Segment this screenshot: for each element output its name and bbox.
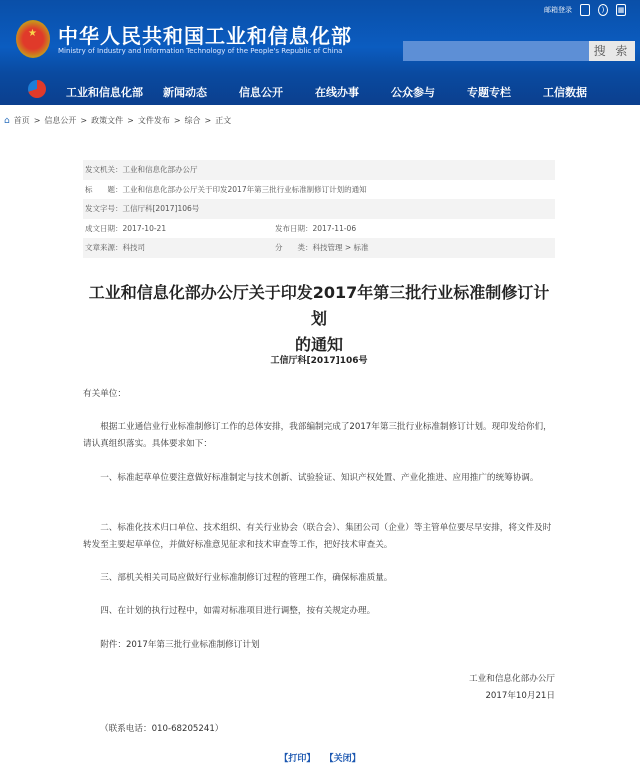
mobile-icon[interactable]	[580, 4, 590, 16]
meta-doc-number: 发文字号：工信厅科[2017]106号	[83, 199, 555, 219]
meta-category: 分 类：科技管理 > 标准	[275, 243, 369, 253]
nav-item-online-service[interactable]: 在线办事	[315, 86, 359, 99]
breadcrumb-current: 正文	[215, 116, 232, 125]
breadcrumb-policy[interactable]: 政策文件	[91, 116, 124, 125]
close-button[interactable]: 【关闭】	[324, 754, 361, 764]
nav-item-public-participation[interactable]: 公众参与	[391, 86, 435, 99]
signature-date: 2017年10月21日	[485, 691, 555, 701]
paragraph: 四、在计划的执行过程中，如需对标准项目进行调整，按有关规定办理。	[100, 606, 376, 616]
separator: >	[127, 116, 134, 125]
separator: >	[33, 116, 41, 125]
paragraph: 三、部机关相关司局应做好行业标准制修订过程的管理工作，确保标准质量。	[100, 573, 393, 583]
site-subtitle: Ministry of Industry and Information Technology of the People's Republic of China	[58, 47, 343, 55]
grid-icon[interactable]: ▦	[617, 6, 625, 14]
nav-item-topics[interactable]: 专题专栏	[467, 86, 511, 99]
meta-title: 标 题：工业和信息化部办公厅关于印发2017年第三批行业标准制修订计划的通知	[85, 184, 367, 194]
breadcrumb-general[interactable]: 综合	[184, 116, 201, 125]
signature: 工业和信息化部办公厅	[469, 674, 555, 684]
search-button[interactable]: 搜 索	[589, 41, 635, 61]
site-header	[0, 0, 640, 105]
separator: >	[80, 116, 88, 125]
search-input[interactable]	[403, 41, 589, 61]
print-button[interactable]: 【打印】	[279, 754, 316, 764]
nav-item-info-public[interactable]: 信息公开	[239, 86, 283, 99]
salutation: 有关单位：	[83, 389, 126, 399]
breadcrumb-info-public[interactable]: 信息公开	[44, 116, 77, 125]
nav-logo-icon[interactable]	[28, 80, 46, 98]
nav-item-news[interactable]: 新闻动态	[163, 86, 207, 99]
rss-icon[interactable]: )	[598, 4, 608, 16]
title-line-2: 的通知	[294, 335, 343, 354]
title-line-1: 工业和信息化部办公厅关于印发2017年第三批行业标准制修订计划	[88, 283, 550, 328]
paragraph: 一、标准起草单位要注意做好标准制定与技术创新、试验验证、知识产权处置、产业化推进、应用推广的统筹协调。	[100, 473, 539, 483]
actions	[0, 751, 640, 764]
meta-source-category	[83, 238, 555, 258]
separator: >	[173, 116, 181, 125]
paragraph: 根据工业通信业行业标准制修订工作的总体安排，我部编制完成了2017年第三批行业标准制修订计划。现印发给你们，请认真组织落实。具体要求如下：	[83, 422, 552, 449]
nav-item-data[interactable]: 工信数据	[543, 86, 587, 99]
document-number: 工信厅科[2017]106号	[270, 356, 368, 366]
meta-source: 文章来源：科技司	[85, 243, 145, 253]
meta-publish-date: 发布日期：2017-11-06	[275, 223, 357, 233]
breadcrumb-publish[interactable]: 文件发布	[137, 116, 170, 125]
contact-phone: （联系电话：010-68205241）	[100, 724, 224, 734]
attachment-link[interactable]: 附件：2017年第三批行业标准制修订计划	[100, 640, 260, 650]
home-icon: ⌂	[4, 115, 10, 126]
national-emblem-icon: ★	[16, 20, 50, 58]
meta-dates	[83, 219, 555, 239]
breadcrumb-home[interactable]: 首页	[13, 116, 30, 125]
breadcrumb	[4, 115, 231, 126]
nav-item-miit[interactable]: 工业和信息化部	[66, 86, 143, 99]
document-meta-table	[83, 160, 555, 258]
separator: >	[204, 116, 212, 125]
top-links	[544, 4, 626, 16]
paragraph: 二、标准化技术归口单位、技术组织、有关行业协会（联合会）、集团公司（企业）等主管单位要尽早安排，将文件及时转发至主要起草单位，并做好标准意见征求和技术审查等工作，把好技术审查关。	[83, 523, 552, 550]
mail-login-link[interactable]: 邮箱登录	[544, 6, 572, 14]
meta-issuer: 发文机关：工业和信息化部办公厅	[83, 160, 555, 180]
document-title	[83, 280, 555, 358]
site-title: 中华人民共和国工业和信息化部	[58, 24, 352, 48]
meta-written-date: 成文日期：2017-10-21	[85, 223, 167, 233]
